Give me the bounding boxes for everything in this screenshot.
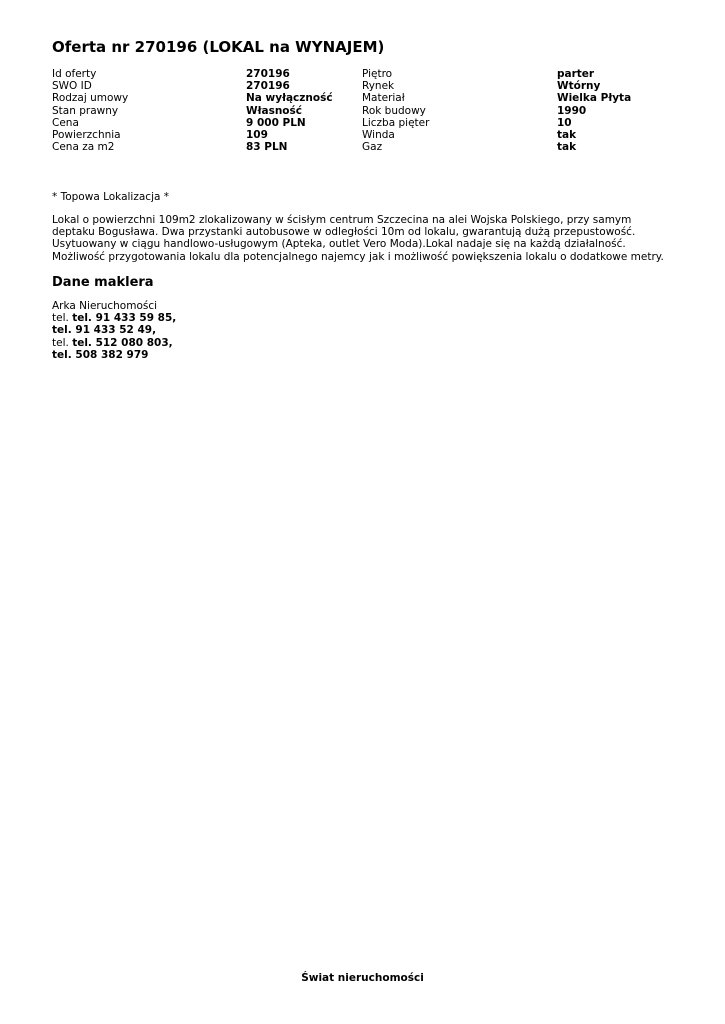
offer-headline: * Topowa Lokalizacja *: [52, 191, 170, 203]
agent-company: Arka Nieruchomości: [52, 300, 158, 312]
phone-number[interactable]: tel. 91 433 59 85,: [72, 312, 177, 325]
detail-value: 10: [557, 116, 572, 129]
phone-number[interactable]: tel. 512 080 803,: [72, 336, 173, 349]
agent-phone-line: [52, 349, 176, 361]
detail-value: 83 PLN: [246, 141, 288, 154]
detail-label: Stan prawny: [52, 104, 119, 117]
detail-label: Rynek: [362, 80, 395, 93]
detail-label: Winda: [362, 128, 395, 141]
detail-value: Na wyłączność: [246, 92, 333, 105]
detail-label: Gaz: [362, 141, 383, 154]
detail-value: tak: [557, 128, 577, 141]
details-row: [52, 141, 672, 153]
detail-label: Piętro: [362, 68, 393, 80]
offer-description: Lokal o powierzchni 109m2 zlokalizowany w ścisłym centrum Szczecina na alei Wojska Polskiego, przy samym deptaku Bogusława. Dwa przystanki autobusowe w odległości 10m od lokalu, gwarantują dużą przepustowość. Usytuowany w ciągu handlowo-usługowym (Apteka, outlet Vero Moda).Lokal nadaje się na każdą działalność. Możliwość przygotowania lokalu dla potencjalnego najemcy jak i możliwość powiększenia lokalu o dodatkowe metry.: [52, 214, 664, 263]
details-row: [52, 105, 672, 117]
detail-label: Materiał: [362, 92, 405, 105]
phone-prefix: tel.: [52, 312, 69, 325]
page-title: Oferta nr 270196 (LOKAL na WYNAJEM): [52, 38, 385, 56]
agent-contact: [52, 300, 176, 361]
detail-label: Cena: [52, 116, 79, 129]
detail-label: Powierzchnia: [52, 128, 121, 141]
details-row: [52, 68, 672, 80]
phone-prefix: tel.: [52, 336, 69, 349]
detail-label: Liczba pięter: [362, 116, 430, 129]
detail-label: SWO ID: [52, 80, 92, 93]
offer-details-table: [52, 68, 672, 153]
agent-phone-line: [52, 312, 176, 324]
agent-phone-line: [52, 324, 176, 336]
agent-heading: Dane maklera: [52, 275, 154, 290]
details-row: [52, 80, 672, 92]
phone-number[interactable]: tel. 508 382 979: [52, 348, 149, 361]
details-row: [52, 117, 672, 129]
detail-value: 109: [246, 128, 268, 141]
detail-label: Id oferty: [52, 68, 97, 80]
page-footer: Świat nieruchomości: [301, 972, 424, 984]
detail-label: Rodzaj umowy: [52, 92, 129, 105]
detail-label: Rok budowy: [362, 104, 426, 117]
agent-phone-line: [52, 337, 176, 349]
detail-value: parter: [557, 68, 595, 80]
phone-number[interactable]: tel. 91 433 52 49,: [52, 324, 157, 337]
detail-value: Wtórny: [557, 80, 601, 93]
detail-value: Własność: [246, 104, 302, 117]
details-row: [52, 92, 672, 104]
detail-value: 270196: [246, 68, 290, 80]
details-row: [52, 129, 672, 141]
detail-label: Cena za m2: [52, 141, 115, 154]
detail-value: 1990: [557, 104, 587, 117]
detail-value: tak: [557, 141, 577, 154]
detail-value: Wielka Płyta: [557, 92, 632, 105]
detail-value: 9 000 PLN: [246, 116, 306, 129]
detail-value: 270196: [246, 80, 290, 93]
